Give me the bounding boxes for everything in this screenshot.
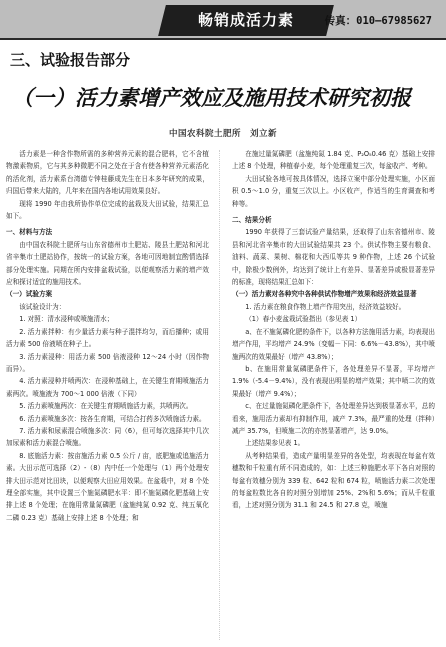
paragraph: 上述结果参见表 1。 [245, 439, 305, 448]
section-heading: 一、材料与方法 [6, 228, 53, 237]
brand-text: 畅销成活力素 [197, 11, 294, 29]
paragraph: 由中国农科院土肥所与山东省德州市土肥站、陵县土肥站和河北省辛集市土肥站协作，按统一的试验方案，各地可因地制宜酌情选择部分处理实施。同期在所内安排盆栽试验，以便观察活力素的增产效应和探讨适宜的施用技术。 [6, 240, 209, 287]
paragraph: a、在不施氮磷化肥的条件下，以各种方法施用活力素，均表现出增产作用，平均增产 24.9%（变幅－下同：6.6%－43.8%），其中喷施两次的效果最好（增产 43.8%）； [232, 327, 435, 361]
paragraph: c、在过量施氮磷化肥条件下，各处理差异达到极显著水平，总的看来，施用活力素却有抑制作用，减产 7.3%，最严重的处理（拌种）减产 35.7%，但喷施二次的亦然显著增产，达 9.0%。 [232, 402, 435, 435]
list-item: 4. 活力素浸种并喷两次：在浸种基础上，在关键生育期喷施活力素两次。喷施液为 700～1 000 倍液（下同） [6, 377, 209, 398]
article-title: （一）活力素增产效应及施用技术研究初报 [12, 85, 411, 110]
list-item: 3. 活力素浸种：用活力素 500 倍液浸种 12～24 小时（因作物而异）。 [6, 352, 209, 373]
left-column [6, 148, 209, 644]
section-title: 三、试验报告部分 [10, 51, 131, 69]
list-item: 2. 活力素拌种：有少量活力素与种子混拌均匀，而后播种；或用活力素 500 倍液喷在种子上。 [6, 327, 209, 349]
list-item: 8. 底施活力素：按亩施活力素 0.5 公斤 / 亩，底肥施或追施活力素。大田示范可选择（2）-（8）内中任一个处理与（1）两个处理安排大田示范对比田块，以便观察大田应用效果。在盆栽中，对 8 个处理全部实施，其中设置三个施氮磷肥水平：即不施氮磷化肥基础上安排上述 8 个处理；在施用常量氮磷肥（盆施纯氮 0.92 克、纯五氧化二磷 0.23 克）基础上安排上述 8 个处理；和 [6, 451, 209, 522]
paragraph: 1. 活力素在粮食作物上增产作用突出，经济效益较好。 [245, 302, 406, 311]
list-item: 5. 活力素喷施两次：在关键生育期喷施活力素，共喷两次。 [19, 402, 193, 411]
paragraph: 从考种结果看，造成产量明显差异的各处型，均表现在每盆有效穗数和千粒重有所不同造成的，如：上述三种施肥水平下各自对照的每盆有效穗分别为 339 粒、642 粒和 674 粒，喷施活力素二次处理的每盆粒数比各自的对照分别增加 25%、2%和 5.6%；而从千粒重看，上述对照分别为 31.1 和 24.5 和 27.8 克，喷施 [232, 451, 435, 510]
paragraph: 现将 1990 年由我所协作单位完成的盆栽及大田试验，结果汇总如下。 [6, 199, 209, 221]
paragraph: 大田试验各地可按具体情况，选择立案中部分处理实施，小区面积 0.5～1.0 分，重复三次以上。小区收产，作适当的生育调查和考种等。 [232, 174, 435, 208]
paragraph: 活力素是一种含作物所需的多种营养元素的混合肥料，它不含植物激素物质，它与其多种微肥不同之处在于含有使各种营养元素活化的活化剂，活力素系台湾德专钟桂藤成先生在日本多年研究的成果，归国后带来大陆的，几年来在国内各地试用效果良好。 [6, 150, 209, 196]
header-bar [0, 0, 446, 40]
paragraph: 在施过量氮磷肥（盆施纯氮 1.84 克、P₂O₅0.46 克）基础上安排上述 8 个处理，种植春小麦，每个处理重复三次，每盆收产、考种。 [232, 150, 435, 171]
paragraph: （1）春小麦盆栽试验指出（参见表 1） [245, 315, 362, 324]
section-heading: 二、结果分析 [232, 216, 272, 225]
author-byline: 中国农科院土肥所 刘立新 [168, 129, 277, 139]
list-item: 6. 活力素喷施多次：按各生育期，可结合打药多次喷施活力素。 [19, 414, 206, 423]
paragraph: 该试验设计为： [19, 302, 66, 311]
sub-heading: （一）试验方案 [6, 290, 53, 299]
list-item: 1. 对照：清水浸种或喷施清水； [19, 315, 114, 324]
sub-heading: （一）活力素对各种究中各种供试作物增产效果和经济效益显著 [232, 290, 417, 299]
column-divider [219, 150, 220, 640]
right-column [232, 148, 435, 644]
paragraph: 1990 年获得了三套试验产量结果，还取得了山东省德州市、陵县和河北省辛集市的大田试验结果共 23 个。供试作物主要有粮食、油料、蔬菜、果树、棉花和大西瓜等共 9 种作物，上述 26 个试验中，除极少数例外，均达到了统计上有差异、显著差异或极显著差异的标准，现将结果汇总如下： [232, 228, 435, 287]
brand-banner [158, 5, 334, 36]
list-item: 7. 活力素和尿素混合喷施多次：同（6），但可每次选择其中几次加尿素和活力素混合喷施。 [6, 426, 209, 448]
fax-number: 传真：010—67985627 [324, 15, 432, 27]
paragraph: b、在施用常量氮磷肥条件下，各处理差异不显著，平均增产 1.9%（-5.4－9.4%），没有表现出明显的增产效果；其中喷二次的效果最好（增产 9.4%）； [232, 364, 435, 398]
